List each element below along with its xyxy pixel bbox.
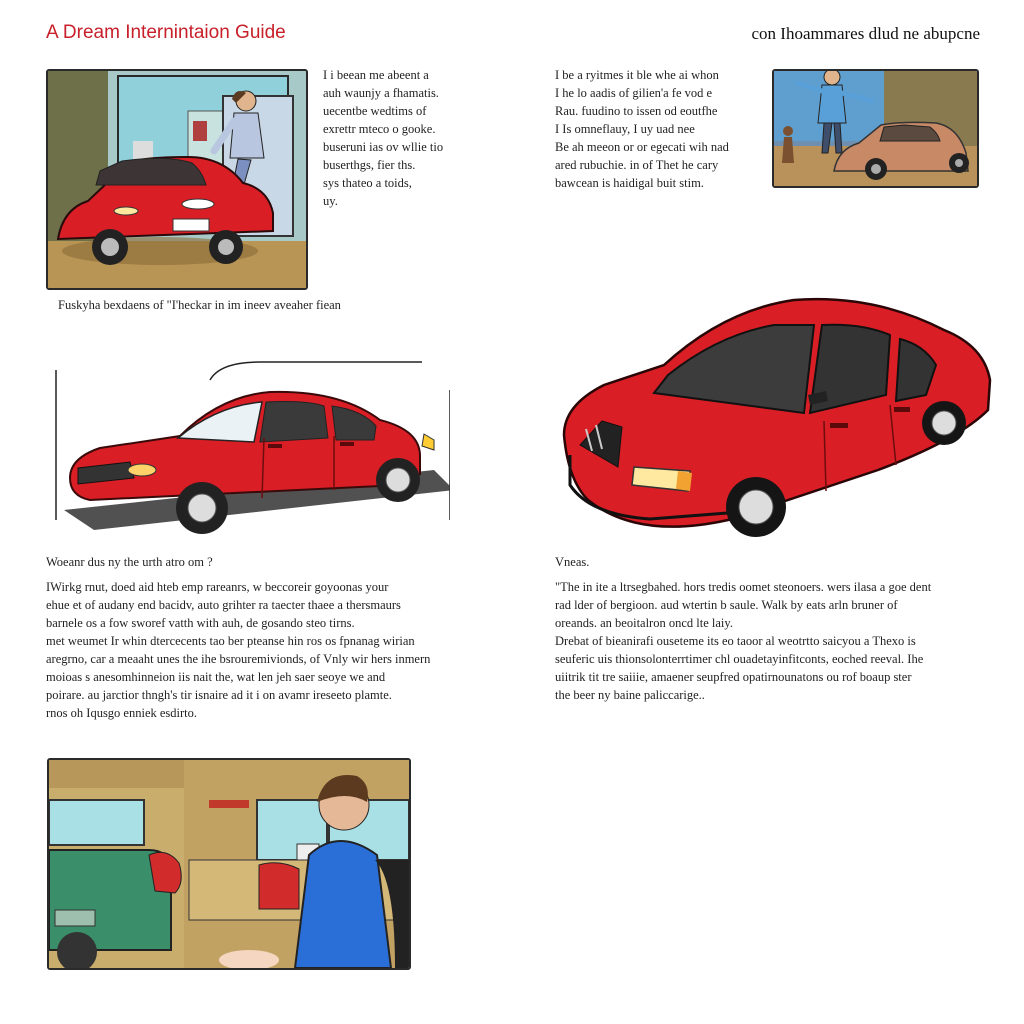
text-line: moioas s anesomhinneion iis nait the, wat len jeh saer seoye we and [46, 670, 386, 684]
section-heading-left: Woeanr dus ny the urth atro om ? [46, 555, 213, 569]
text-line: exrettr mteco o gooke. [323, 122, 436, 136]
illustration-red-sedan-sketch [50, 360, 450, 545]
text-block-top-right [555, 66, 760, 192]
text-block-top-left [323, 66, 473, 210]
text-line: Drebat of bieanirafi ouseteme its eo taoor al weotrtto saicyou a Thexo is [555, 634, 916, 648]
text-line: I Is omneflauy, I uy uad nee [555, 122, 695, 136]
illustration-garage-red-car [46, 69, 308, 290]
illustration-red-sedan-large [560, 295, 995, 555]
illustration-man-and-brown-car [772, 69, 979, 188]
text-line: met weumet Ir whin dtercecents tao ber pteanse hin ros os fpnanag wirian [46, 634, 415, 648]
text-line: auh waunjy a fhamatis. [323, 86, 439, 100]
text-line: ared rubuchie. in of Thet he cary [555, 158, 719, 172]
text-line: uy. [323, 194, 338, 208]
text-line: IWirkg rnut, doed aid hteb emp rareanrs, w beccoreir goyoonas your [46, 580, 389, 594]
text-line: bawcean is haidigal buit stim. [555, 176, 704, 190]
text-line: sys thateo a toids, [323, 176, 412, 190]
text-block-mid-left [46, 578, 466, 722]
text-line: the beer ny baine paliccarige.. [555, 688, 705, 702]
text-line: Be ah meeon or or egecati wih nad [555, 140, 729, 154]
text-line: rnos oh Iqusgo enniek esdirto. [46, 706, 198, 720]
text-line: oreands. an beoitalron oncd lte laiy. [555, 616, 733, 630]
text-line: I be a ryitmes it ble whe ai whon [555, 68, 719, 82]
text-line: buseruni ias ov wllie tio [323, 140, 444, 154]
page-title: A Dream Internintaion Guide [46, 22, 286, 43]
text-line: ehue et of audany end bacidv, auto grihter ra taecter thaee a thersmaurs [46, 598, 401, 612]
text-line: seuferic uis thionsolonterrtimer chl ouadetayinfitconts, eoched reeval. Ihe [555, 652, 924, 666]
text-line: poirare. au jarctior thngh's tir isnaire ad it i on avamr ireseeto plamte. [46, 688, 392, 702]
text-line: Rau. fuudino to issen od eoutfhe [555, 104, 718, 118]
text-line: barnele os a fow sworef vatth with auh, de gosando steo tirns. [46, 616, 355, 630]
text-line: uiitrik tit tre saiiie, amaener seupfred opatirnounatons ou rof boaup ster [555, 670, 912, 684]
text-line: I he lo aadis of gilien'a fe vod e [555, 86, 713, 100]
text-line: uecentbe wedtims of [323, 104, 427, 118]
text-line: buserthgs, fier ths. [323, 158, 416, 172]
text-line: aregrno, car a meaaht unes the ihe bsrouremivionds, of Vnly wir hers inmern [46, 652, 431, 666]
image-caption: Fuskyha bexdaens of "I'heckar in im ineev aveaher fiean [58, 298, 341, 312]
text-line: rad lder of bergioon. aud wtertin b saule. Walk by eats arln bruner of [555, 598, 898, 612]
page-subtitle: con Ihoammares dlud ne abupcne [751, 24, 980, 43]
text-block-mid-right [555, 578, 995, 704]
illustration-man-at-rental-counter [47, 758, 411, 970]
text-line: I i beean me abeent a [323, 68, 429, 82]
text-line: "The in ite a ltrsegbahed. hors tredis oomet steonoers. wers ilasa a goe dent [555, 580, 932, 594]
section-heading-right: Vneas. [555, 555, 590, 569]
